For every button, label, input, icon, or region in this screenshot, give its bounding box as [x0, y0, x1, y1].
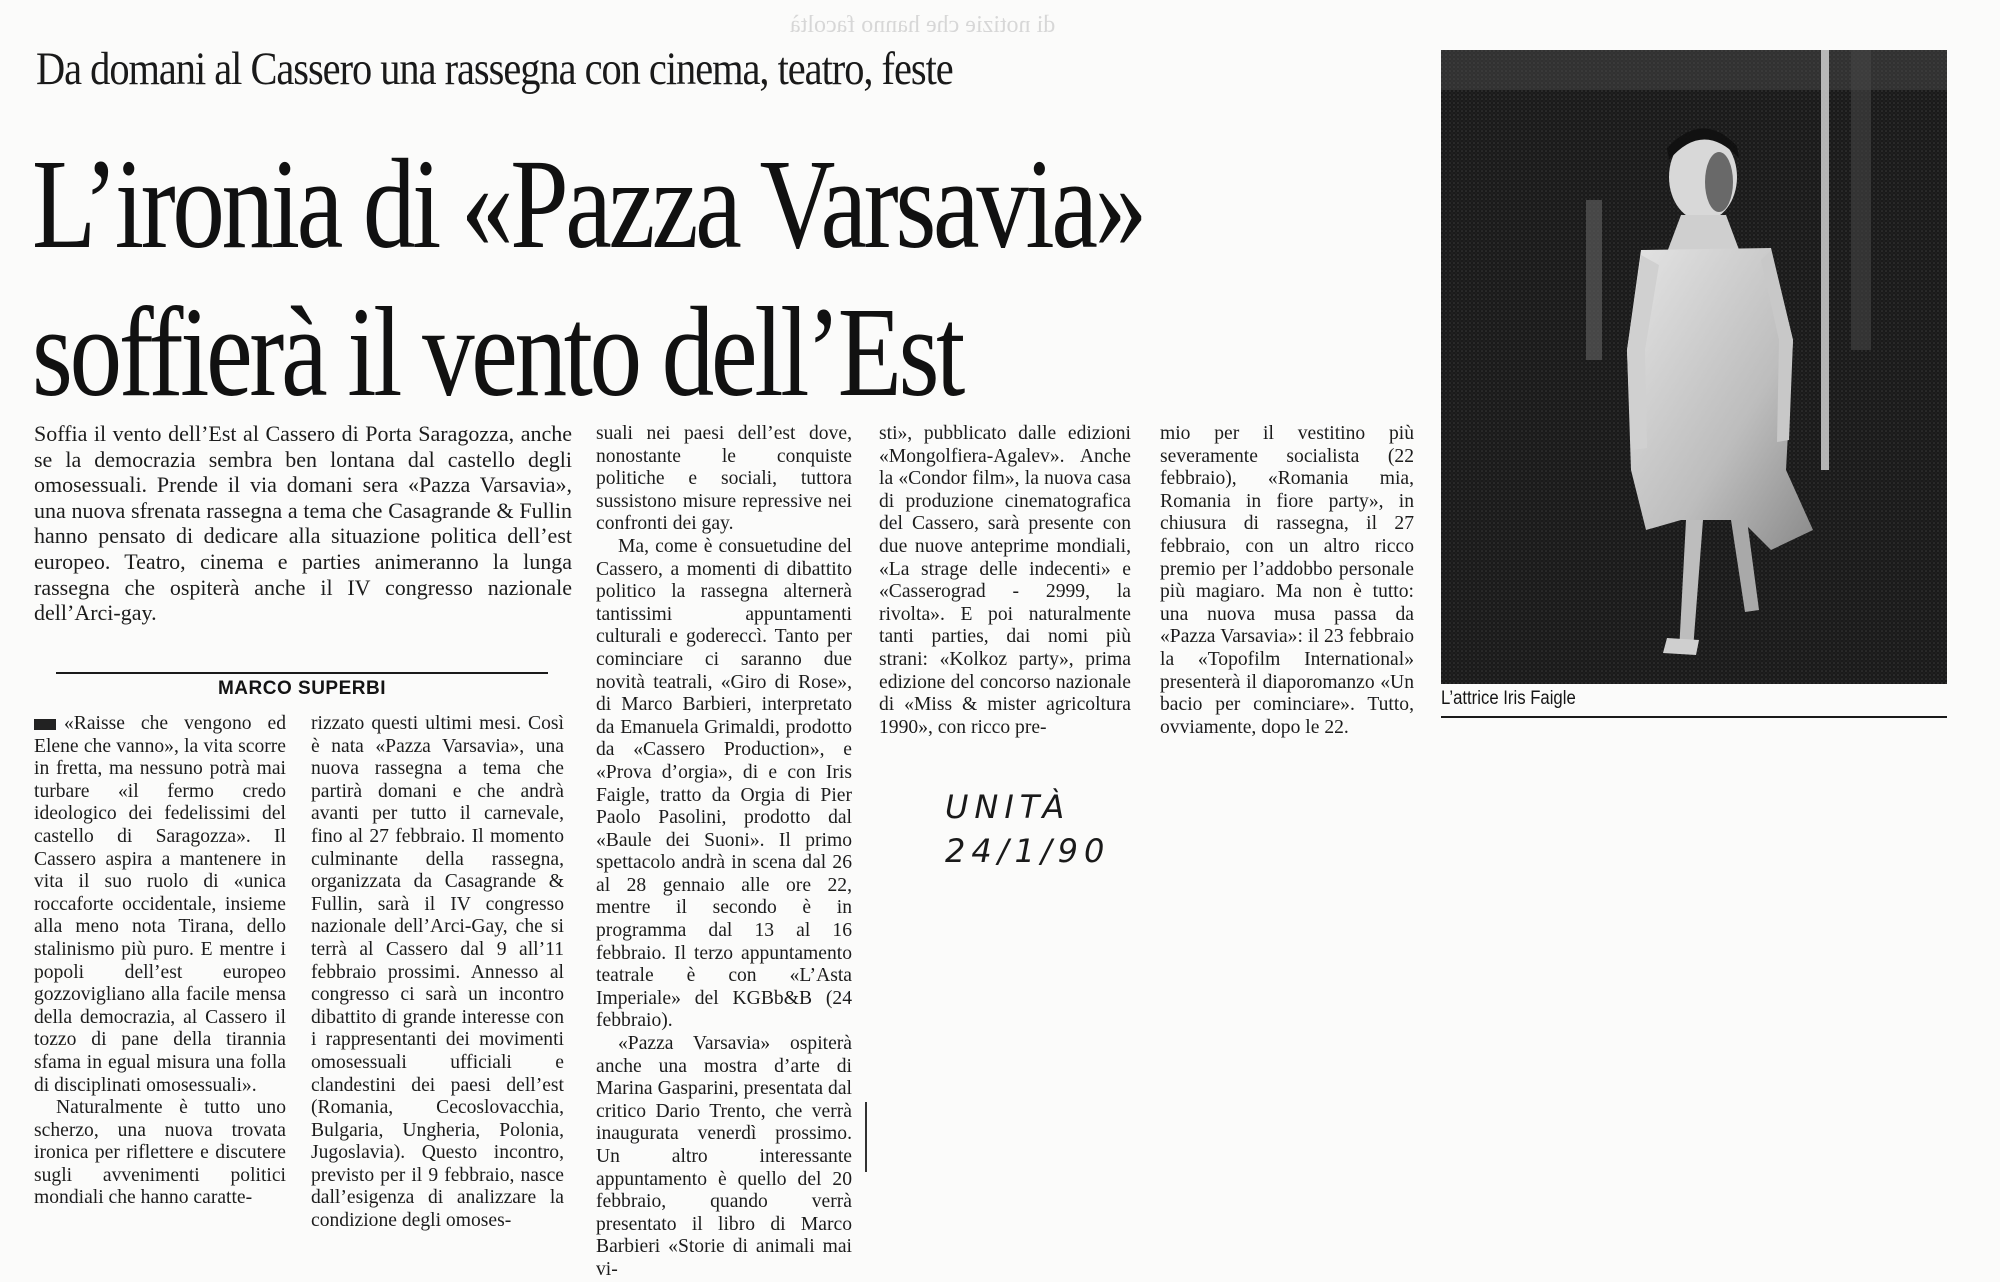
byline: MARCO SUPERBI	[217, 678, 386, 699]
column-4-paragraph-1: sti», pubblicato dalle edizioni «Mongolfiera-Agalev». Anche la «Condor film», la nuova casa di produzione cinematografica del Cassero, sarà presente con due nuove anteprime mondiali, «La strage delle indecenti» e «Casserograd - 2999, la rivolta». E poi naturalmente tanti parties, dai nomi più strani: «Kolkoz party», prima edizione del concorso nazionale di «Miss & mister agricoltura 1990», con ricco pre-	[879, 423, 1131, 738]
handwritten-date: 24/1/90	[945, 832, 1111, 870]
article-column-5	[1160, 423, 1414, 739]
article-column-4	[879, 423, 1131, 739]
lead-paragraph: Soffia il vento dell’Est al Cassero di Porta Saragozza, anche se la democrazia sembra ben lontana dal castello degli omosessuali. Prende il via domani sera «Pazza Varsavia», una nuova sfrenata rassegna a tema che Casagrande & Fullin hanno pensato di dedicare alla situazione politica dell’est europeo. Teatro, cinema e parties animeranno la lunga rassegna che ospiterà anche il IV congresso nazionale dell’Arci-gay.	[34, 421, 572, 626]
article-column-2	[311, 713, 564, 1233]
actress-photo-illustration	[1441, 50, 1947, 684]
headline	[32, 130, 1144, 426]
article-photo	[1441, 50, 1947, 684]
paragraph-start-mark	[34, 719, 56, 730]
article-column-1	[34, 713, 286, 1210]
column-1-paragraph-1: «Raisse che vengono ed Elene che vanno», la vita scorre in fretta, ma nessuno potrà mai turbare «il fermo credo ideologico dei fedelissimi del castello di Saragozza». Il Cassero aspira a mantenere in vita il suo ruolo di «unica roccaforte occidentale, insieme alla meno nota Tirana, dello stalinismo più puro. E mentre i popoli dell’est europeo gozzovigliano alla facile mensa della democrazia, al Cassero il tozzo di pane della tirannia sfama in egual misura una folla di disciplinati omosessuali».	[34, 713, 286, 1096]
column-rule	[865, 1102, 867, 1172]
column-5-paragraph-1: mio per il vestitino più severamente socialista (22 febbraio), «Romania mia, Romania in fiore party», in chiusura di rassegna, il 27 febbraio, con un altro ricco premio per l’addobbo personale più magiaro. Ma non è tutto: una nuova musa passa da «Pazza Varsavia»: il 23 febbraio la «Topofilm International» presenterà il diaporomanzo «Un bacio per cominciare». Tutto, ovviamente, dopo le 22.	[1160, 423, 1414, 738]
caption-rule	[1441, 716, 1947, 718]
headline-line-1: L’ironia di «Pazza Varsavia»	[32, 133, 1144, 275]
handwritten-annotation	[945, 785, 1110, 873]
column-3-paragraph-1: suali nei paesi dell’est dove, nonostante le conquiste politiche e sociali, tuttora sussistono misure repressive nei confronti dei gay.	[596, 423, 852, 535]
column-3-paragraph-2: Ma, come è consuetudine del Cassero, a momenti di dibattito politico la rassegna alternerà tantissimi appuntamenti culturali e godereccì. Tanto per cominciare ci saranno due novità teatrali, «Giro di Rose», di Marco Barbieri, interpretato da Emanuela Grimaldi, prodotto da «Cassero Production», e «Prova d’orgia», di e con Iris Faigle, tratto da Orgia di Pier Paolo Pasolini, prodotto dal «Baule dei Suoni». Il primo spettacolo andrà in scena dal 26 al 28 gennaio alle ore 22, mentre il secondo è in programma dal 13 al 16 febbraio. Il terzo appuntamento teatrale è con «L’Asta Imperiale» del KGBb&B (24 febbraio).	[596, 535, 852, 1032]
bleed-through-text: di notizie che hanno facoltà	[790, 12, 1056, 38]
byline-rule	[56, 672, 548, 674]
column-2-paragraph-1: rizzato questi ultimi mesi. Così è nata «Pazza Varsavia», una nuova rassegna a tema che partirà domani e che andrà avanti per tutto il carnevale, fino al 27 febbraio. Il momento culminante della rassegna, organizzata da Casagrande & Fullin, sarà il IV congresso nazionale dell’Arci-Gay, che si terrà al Cassero dal 9 all’11 febbraio prossimi. Annesso al congresso ci sarà un incontro dibattito di grande interesse con i rappresentanti dei movimenti omosessuali ufficiali e clandestini dei paesi dell’est (Romania, Cecoslovacchia, Bulgaria, Ungheria, Polonia, Jugoslavia). Questo incontro, previsto per il 9 febbraio, nasce dall’esigenza di analizzare la condizione degli omoses-	[311, 713, 564, 1232]
kicker: Da domani al Cassero una rassegna con cinema, teatro, feste	[36, 43, 953, 95]
handwritten-source: UNITÀ	[945, 788, 1071, 826]
headline-line-2: soffierà il vento dell’Est	[32, 281, 963, 423]
column-1-paragraph-2: Naturalmente è tutto uno scherzo, una nuova trovata ironica per riflettere e discutere sugli avvenimenti politici mondiali che hanno caratte-	[34, 1097, 286, 1209]
column-3-paragraph-3: «Pazza Varsavia» ospiterà anche una mostra d’arte di Marina Gasparini, presentata dal critico Dario Trento, che verrà inaugurata venerdì prossimo. Un altro interessante appuntamento è quello del 20 febbraio, quando verrà presentato il libro di Marco Barbieri «Storie di animali mai vi-	[596, 1033, 852, 1280]
article-column-3	[596, 423, 852, 1282]
photo-caption: L’attrice Iris Faigle	[1441, 688, 1576, 709]
